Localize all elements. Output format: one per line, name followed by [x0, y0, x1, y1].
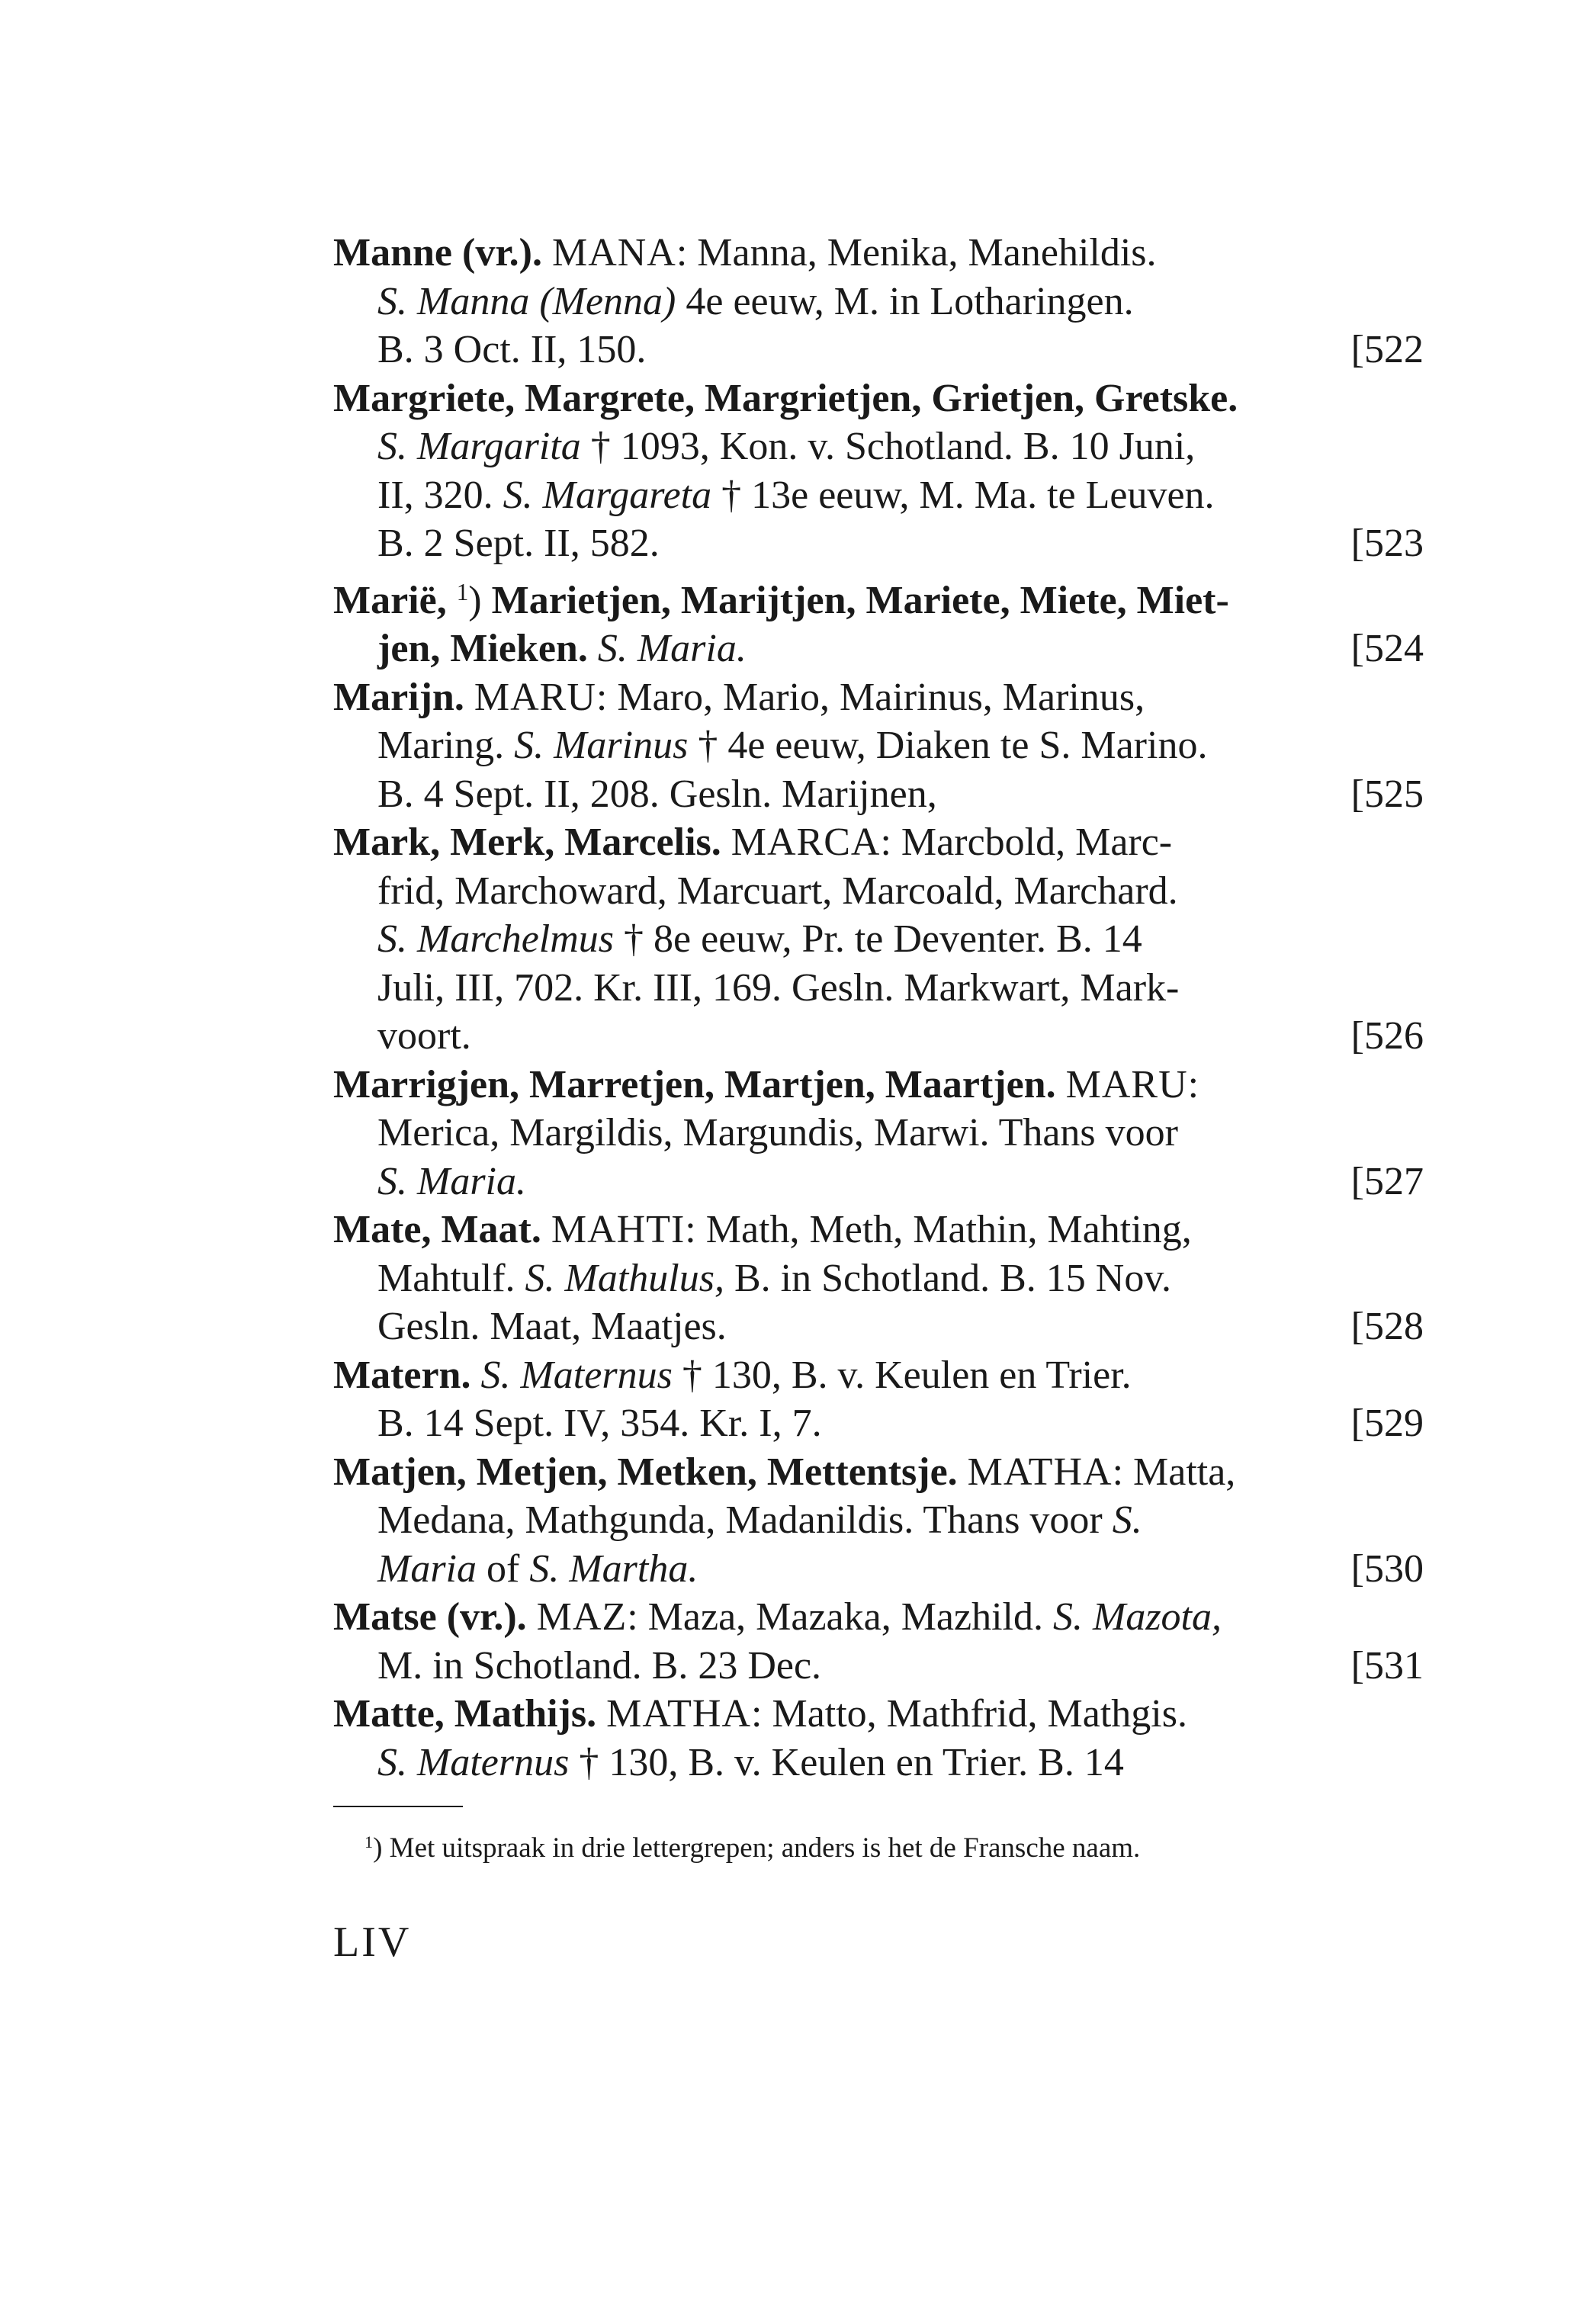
entry-line: Mate, Maat. MAHTI: Math, Meth, Mathin, Mahting, [333, 1208, 1192, 1252]
entry-line: Matern. S. Maternus † 130, B. v. Keulen en Trier. [333, 1353, 1132, 1397]
entry-line: Maring. S. Marinus † 4e eeuw, Diaken te S. Marino. [377, 724, 1208, 768]
entry-line: S. Maria. [527 [333, 1158, 1424, 1206]
entry-line: Mahtulf. S. Mathulus, B. in Schotland. B. 15 Nov. [377, 1256, 1171, 1300]
entry-line: B. 4 Sept. II, 208. Gesln. Marijnen, [525 [333, 770, 1424, 819]
entry-number: [522 [1350, 328, 1424, 371]
entry-number: [528 [1350, 1305, 1424, 1349]
entry-line: frid, Marchoward, Marcuart, Marcoald, Marchard. [377, 869, 1178, 913]
entry-529 [333, 1351, 1424, 1448]
entry-line: II, 320. S. Margareta † 13e eeuw, M. Ma. te Leuven. [377, 473, 1215, 517]
entry-line: Gesln. Maat, Maatjes. [528 [333, 1302, 1424, 1351]
entry-number: [530 [1350, 1546, 1424, 1591]
entry-line: Maria of S. Martha. [530 [333, 1545, 1424, 1594]
entry-line: Mark, Merk, Marcelis. MARCA: Marcbold, Marc- [333, 821, 1173, 865]
entry-line: S. Maternus † 130, B. v. Keulen en Trier. B. 14 [377, 1740, 1124, 1784]
entry-line: voort. [526 [333, 1012, 1424, 1061]
entry-line: M. in Schotland. B. 23 Dec. [531 [333, 1642, 1424, 1691]
entry-line: B. 3 Oct. II, 150. [522 [333, 326, 1424, 374]
entry-line: jen, Mieken. S. Maria. [524 [333, 625, 1424, 673]
entry-line: Marrigjen, Marretjen, Martjen, Maartjen. MARU: [333, 1062, 1199, 1106]
footnote: $^1$) Met uitspraak in drie lettergrepen; anders is het de Fransche naam. [364, 1832, 1141, 1864]
entry-number: [529 [1350, 1402, 1424, 1446]
entry-line: Marijn. MARU: Maro, Mario, Mairinus, Marinus, [333, 675, 1145, 719]
entry-line: S. Margarita † 1093, Kon. v. Schotland. B. 10 Juni, [377, 425, 1196, 468]
entry-number: [531 [1350, 1643, 1424, 1688]
entry-line: Juli, III, 702. Kr. III, 169. Gesln. Markwart, Mark- [377, 965, 1180, 1010]
footnote-text: Met uitspraak in drie lettergrepen; anders is het de Fransche naam. [389, 1832, 1141, 1864]
page-number: LIV [333, 1919, 412, 1966]
entry-line: S. Manna (Menna) 4e eeuw, M. in Lotharingen. [377, 279, 1134, 323]
entry-line: Margriete, Margrete, Margrietjen, Grietjen, Gretske. [333, 376, 1238, 420]
entry-line: S. Marchelmus † 8e eeuw, Pr. te Deventer. B. 14 [377, 917, 1142, 962]
entry-527 [333, 1061, 1424, 1206]
entry-line: Matse (vr.). MAZ: Maza, Mazaka, Mazhild. S. Mazota, [333, 1595, 1222, 1639]
footnote-marker: 1 [364, 1832, 374, 1851]
entry-line: B. 2 Sept. II, 582. [523 [333, 519, 1424, 568]
entry-530 [333, 1448, 1424, 1594]
entry-number: [525 [1350, 772, 1424, 816]
entry-line: B. 14 Sept. IV, 354. Kr. I, 7. [529 [333, 1399, 1424, 1448]
entry-528 [333, 1206, 1424, 1351]
entry-list [333, 229, 1424, 1787]
entry-532-partial [333, 1690, 1424, 1787]
entry-line: Medana, Mathgunda, Madanildis. Thans voor S. [377, 1498, 1142, 1543]
entry-523 [333, 374, 1424, 568]
entry-number: [526 [1350, 1014, 1424, 1058]
entry-522 [333, 229, 1424, 374]
entry-524 [333, 568, 1424, 673]
entry-525 [333, 673, 1424, 819]
entry-line: Matjen, Metjen, Metken, Mettentsje. MATHA: Matta, [333, 1450, 1236, 1494]
entry-line: Merica, Margildis, Margundis, Marwi. Thans voor [377, 1111, 1178, 1155]
entry-line: Matte, Mathijs. MATHA: Matto, Mathfrid, Mathgis. [333, 1692, 1187, 1736]
entry-number: [524 [1350, 627, 1424, 671]
entry-line: Marië, $^1$) Marietjen, Marijtjen, Mariete, Miete, Miet- [333, 578, 1229, 622]
entry-number: [523 [1350, 522, 1424, 565]
entry-line: Manne (vr.). MANA: Manna, Menika, Manehildis. [333, 231, 1157, 275]
footnote-rule [333, 1806, 463, 1807]
entry-526 [333, 818, 1424, 1061]
entry-number: [527 [1350, 1159, 1424, 1203]
entry-531 [333, 1593, 1424, 1690]
